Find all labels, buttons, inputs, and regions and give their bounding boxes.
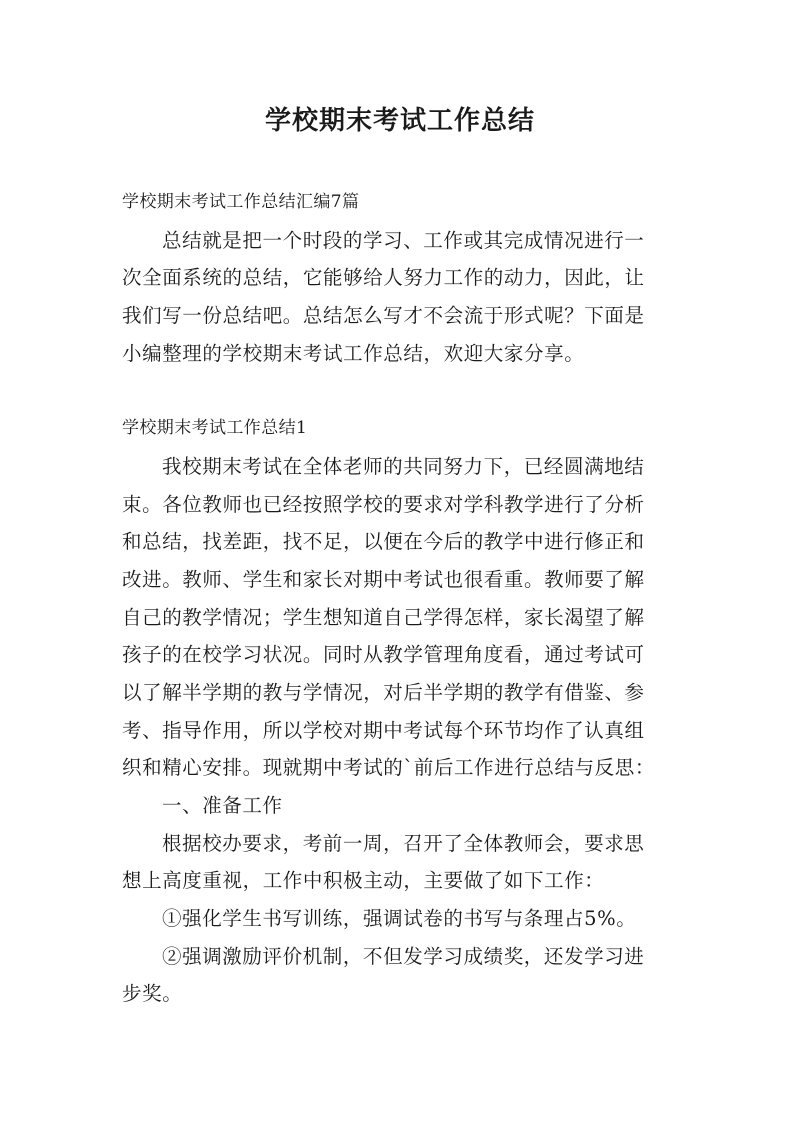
intro-line-2: 次全面系统的总结，它能够给人努力工作的动力，因此，让	[122, 266, 645, 290]
list-item-2-line-2: 步奖。	[122, 982, 183, 1006]
list-item-1: ①强化学生书写训练，强调试卷的书写与条理占5%。	[162, 907, 637, 931]
body-line-3: 和总结，找差距，找不足，以便在今后的教学中进行修正和	[122, 530, 645, 554]
list-item-2-line-1: ②强调激励评价机制，不但发学习成绩奖，还发学习进	[162, 944, 645, 968]
intro-line-1: 总结就是把一个时段的学习、工作或其完成情况进行一	[162, 228, 645, 252]
subheading-preparation: 一、准备工作	[162, 794, 283, 817]
document-subtitle: 学校期末考试工作总结汇编7篇	[122, 192, 360, 212]
document-title: 学校期末考试工作总结	[264, 106, 535, 136]
body-line-2: 束。各位教师也已经按照学校的要求对学科教学进行了分析	[122, 492, 645, 516]
body-line-9: 织和精心安排。现就期中考试的`前后工作进行总结与反思：	[122, 756, 655, 780]
body-line-8: 考、指导作用，所以学校对期中考试每个环节均作了认真组	[122, 718, 645, 742]
blank-line	[122, 372, 682, 410]
body-line-6: 孩子的在校学习状况。同时从教学管理角度看，通过考试可	[122, 643, 645, 667]
section-heading: 学校期末考试工作总结1	[122, 418, 308, 439]
prep-line-1: 根据校办要求，考前一周，召开了全体教师会，要求思	[162, 831, 645, 855]
body-line-7: 以了解半学期的教与学情况，对后半学期的教学有借鉴、参	[122, 680, 645, 704]
body-line-1: 我校期末考试在全体老师的共同努力下，已经圆满地结	[162, 454, 645, 478]
body-line-4: 改进。教师、学生和家长对期中考试也很看重。教师要了解	[122, 567, 645, 591]
body-line-5: 自己的教学情况；学生想知道自己学得怎样，家长渴望了解	[122, 605, 645, 629]
prep-line-2: 想上高度重视，工作中积极主动，主要做了如下工作：	[122, 869, 605, 893]
intro-line-4: 小编整理的学校期末考试工作总结，欢迎大家分享。	[122, 341, 585, 365]
document-body	[122, 184, 682, 1013]
intro-line-3: 我们写一份总结吧。总结怎么写才不会流于形式呢？下面是	[122, 304, 645, 328]
